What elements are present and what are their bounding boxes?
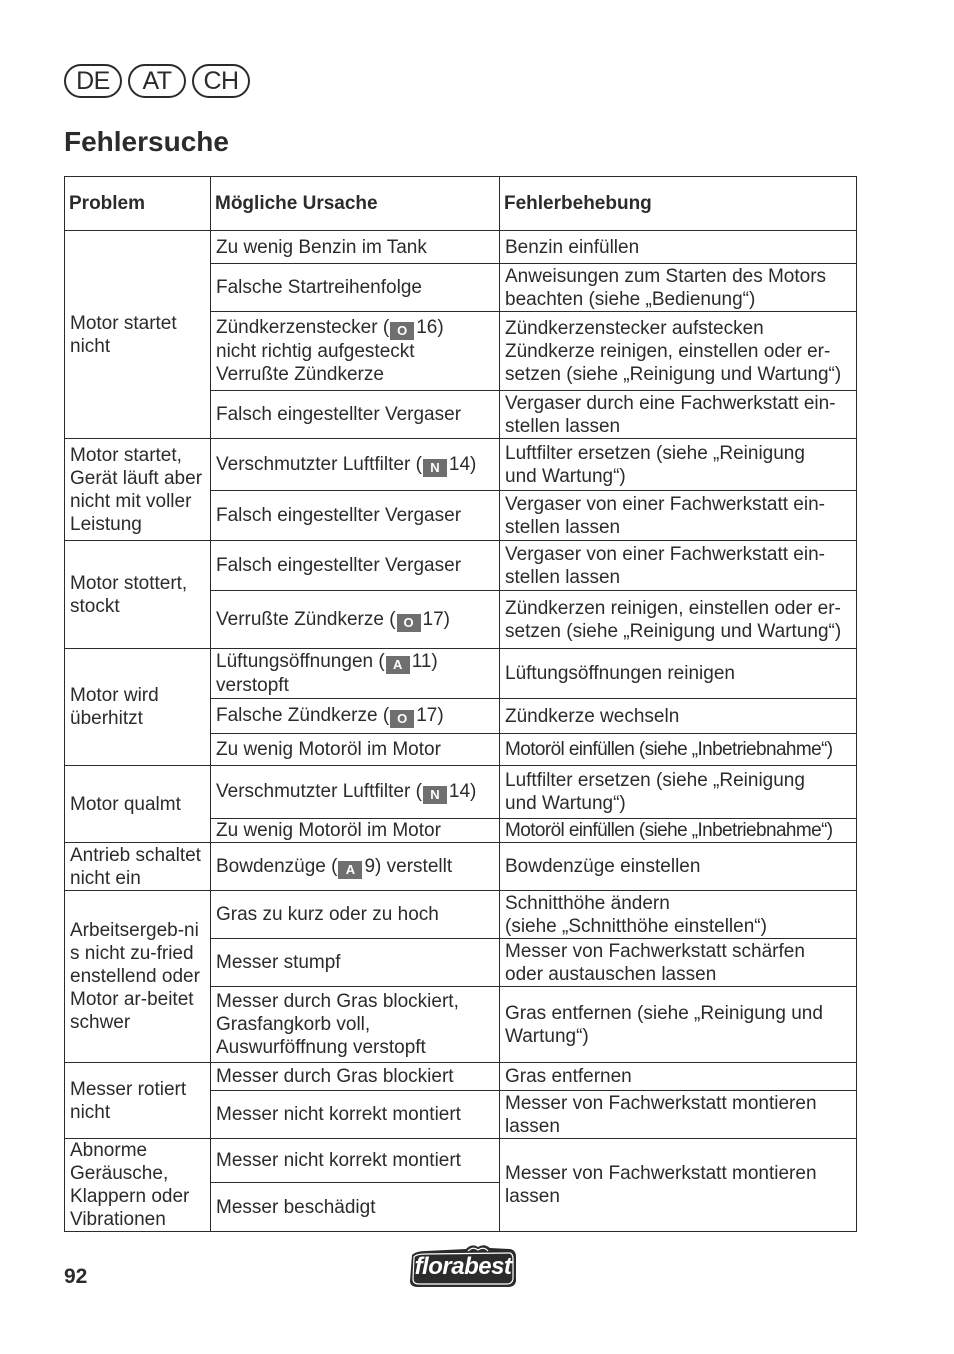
problem-text: Motor wird überhitzt: [70, 685, 159, 729]
table-header-row: [65, 177, 857, 231]
fix-line: Zündkerzen reinigen, einstellen oder er-: [505, 597, 841, 619]
fix-cell: [500, 312, 857, 391]
cause-line: Auswurföffnung verstopft: [216, 1037, 426, 1058]
figure-ref-badge: O: [397, 614, 421, 632]
cause-text: Messer stumpf: [216, 952, 341, 973]
cause-cell: [211, 231, 500, 264]
logo-text: florabest: [414, 1253, 512, 1280]
problem-text: Motor startet nicht: [70, 312, 177, 357]
table-row: [65, 231, 857, 264]
fix-line: setzen (siehe „Reinigung und Wartung“): [505, 363, 842, 385]
fix-line: Messer von Fachwerkstatt schärfen: [505, 940, 805, 962]
cause-text: Messer nicht korrekt montiert: [216, 1104, 461, 1125]
fix-line: und Wartung“): [505, 465, 626, 487]
page-number: 92: [64, 1265, 88, 1288]
table-row: [65, 439, 857, 491]
cause-text: Zu wenig Motoröl im Motor: [216, 820, 441, 841]
problem-cell: [65, 1139, 211, 1232]
fix-line: Anweisungen zum Starten des Motors: [505, 265, 827, 287]
table-row: [65, 766, 857, 819]
fix-cell: [500, 591, 857, 649]
fix-line: (siehe „Schnitthöhe einstellen“): [505, 915, 767, 937]
cause-cell: [211, 734, 500, 766]
cause-cell: [211, 939, 500, 987]
column-header-fix: Fehlerbehebung: [500, 177, 857, 231]
cause-cell: [211, 391, 500, 439]
cause-cell: [211, 987, 500, 1063]
cause-cell: [211, 891, 500, 939]
table-row: [65, 649, 857, 699]
fix-cell: [500, 491, 857, 541]
fix-line: beachten (siehe „Bedienung“): [505, 288, 756, 310]
fix-line: lassen: [505, 1186, 560, 1207]
cause-line: Verrußte Zündkerze: [216, 364, 384, 385]
fix-cell: [500, 541, 857, 591]
cause-line: Grasfangkorb voll,: [216, 1014, 371, 1035]
problem-cell: [65, 766, 211, 843]
cause-text: Falsche Startreihenfolge: [216, 277, 422, 298]
fix-cell: [500, 1063, 857, 1091]
table-row: [65, 1139, 857, 1183]
cause-text: Falsch eingestellter Vergaser: [216, 555, 462, 576]
fix-text: Bowdenzüge einstellen: [505, 856, 701, 877]
fix-cell: [500, 1091, 857, 1139]
fix-cell: [500, 1139, 857, 1232]
problem-cell: [65, 843, 211, 891]
fix-text: Motoröl einfüllen (siehe „Inbetriebnahme“): [505, 739, 833, 760]
fix-line: Luftfilter ersetzen (siehe „Reinigung: [505, 442, 805, 464]
cause-cell: [211, 312, 500, 391]
cause-text: Falsch eingestellter Vergaser: [216, 505, 462, 526]
cause-text: 14): [448, 781, 477, 802]
cause-cell: [211, 1091, 500, 1139]
fix-line: stellen lassen: [505, 415, 621, 437]
fix-line: Vergaser durch eine Fachwerkstatt ein-: [505, 392, 836, 414]
problem-text: Motor stottert, stockt: [70, 572, 188, 617]
cause-text: 17): [416, 705, 444, 726]
cause-text: Bowdenzüge (: [216, 855, 338, 877]
fix-cell: [500, 819, 857, 843]
fix-cell: [500, 231, 857, 264]
cause-text: Zu wenig Motoröl im Motor: [216, 739, 441, 760]
column-header-problem: Problem: [65, 177, 211, 231]
cause-line: nicht richtig aufgesteckt: [216, 341, 415, 362]
fix-cell: [500, 987, 857, 1063]
fix-cell: [500, 264, 857, 312]
fix-line: stellen lassen: [505, 566, 621, 588]
problem-text: Motor qualmt: [70, 793, 181, 815]
cause-cell: [211, 1183, 500, 1232]
fix-cell: [500, 766, 857, 819]
fix-line: Wartung“): [505, 1025, 589, 1047]
fix-text: Zündkerze wechseln: [505, 705, 680, 727]
problem-cell: [65, 649, 211, 766]
cause-cell: [211, 541, 500, 591]
figure-ref-badge: N: [423, 786, 447, 804]
cause-text: 9) verstellt: [364, 855, 453, 877]
cause-line: verstopft: [216, 675, 289, 696]
fix-cell: [500, 391, 857, 439]
problem-text: Messer rotiert nicht: [70, 1078, 187, 1123]
cause-text: Zündkerzenstecker (: [216, 317, 390, 338]
cause-line: Messer durch Gras blockiert,: [216, 991, 459, 1012]
cause-text: Verschmutzter Luftfilter (: [216, 453, 422, 475]
figure-ref-badge: A: [386, 656, 410, 674]
lang-badge-ch: CH: [192, 64, 250, 98]
figure-ref-badge: O: [390, 710, 414, 728]
fix-line: lassen: [505, 1115, 560, 1137]
figure-ref-badge: O: [390, 322, 414, 340]
problem-cell: [65, 439, 211, 541]
fix-cell: [500, 699, 857, 734]
cause-text: Lüftungsöffnungen (: [216, 651, 385, 672]
lang-badge-de: DE: [64, 64, 122, 98]
cause-text: Messer durch Gras blockiert: [216, 1066, 454, 1087]
fix-line: Luftfilter ersetzen (siehe „Reinigung: [505, 770, 805, 791]
fix-cell: [500, 439, 857, 491]
figure-ref-badge: A: [338, 861, 362, 879]
problem-cell: [65, 541, 211, 649]
problem-text: Arbeitsergeb-nis nicht zu-friedenstellend oder Motor ar-beitet schwer: [70, 920, 200, 1033]
fix-line: Messer von Fachwerkstatt montieren: [505, 1163, 817, 1184]
fix-text: Motoröl einfüllen (siehe „Inbetriebnahme“): [505, 820, 833, 841]
cause-cell: [211, 843, 500, 891]
cause-text: Verrußte Zündkerze (: [216, 608, 396, 630]
cause-cell: [211, 591, 500, 649]
cause-text: Falsche Zündkerze (: [216, 705, 390, 726]
cause-text: 16): [416, 317, 444, 338]
problem-cell: [65, 231, 211, 439]
cause-text: Zu wenig Benzin im Tank: [216, 236, 427, 258]
cause-cell: [211, 819, 500, 843]
cause-text: Falsch eingestellter Vergaser: [216, 404, 462, 425]
fix-cell: [500, 734, 857, 766]
cause-text: 14): [448, 453, 477, 475]
problem-text: Motor startet, Gerät läuft aber nicht mit voller Leistung: [70, 444, 203, 535]
troubleshooting-table: [64, 176, 857, 1232]
cause-text: Verschmutzter Luftfilter (: [216, 781, 422, 802]
cause-text: Gras zu kurz oder zu hoch: [216, 904, 439, 925]
fix-line: oder austauschen lassen: [505, 963, 717, 985]
fix-cell: [500, 843, 857, 891]
fix-line: Gras entfernen (siehe „Reinigung und: [505, 1002, 823, 1024]
fix-cell: [500, 939, 857, 987]
lang-badge-at: AT: [128, 64, 186, 98]
cause-text: Messer nicht korrekt montiert: [216, 1150, 461, 1172]
fix-cell: [500, 649, 857, 699]
table-row: [65, 1063, 857, 1091]
fix-line: setzen (siehe „Reinigung und Wartung“): [505, 620, 842, 642]
fix-line: Messer von Fachwerkstatt montieren: [505, 1092, 817, 1114]
problem-text: Abnorme Geräusche, Klappern oder Vibrationen: [70, 1140, 190, 1230]
column-header-cause: Mögliche Ursache: [211, 177, 500, 231]
fix-line: stellen lassen: [505, 516, 621, 538]
fix-line: Vergaser von einer Fachwerkstatt ein-: [505, 493, 825, 515]
cause-cell: [211, 264, 500, 312]
cause-cell: [211, 649, 500, 699]
cause-text: 11): [411, 651, 438, 672]
fix-text: Gras entfernen: [505, 1066, 632, 1087]
table-row: [65, 843, 857, 891]
cause-cell: [211, 699, 500, 734]
cause-cell: [211, 491, 500, 541]
language-badges: [64, 64, 250, 98]
cause-cell: [211, 766, 500, 819]
cause-cell: [211, 1063, 500, 1091]
page-title: Fehlersuche: [64, 126, 229, 157]
fix-cell: [500, 891, 857, 939]
fix-line: Zündkerze reinigen, einstellen oder er-: [505, 340, 831, 362]
table-row: [65, 891, 857, 939]
problem-cell: [65, 1063, 211, 1139]
table-row: [65, 541, 857, 591]
problem-cell: [65, 891, 211, 1063]
fix-line: Zündkerzenstecker aufstecken: [505, 317, 764, 339]
fix-line: und Wartung“): [505, 793, 626, 814]
fix-line: Vergaser von einer Fachwerkstatt ein-: [505, 543, 825, 565]
cause-cell: [211, 439, 500, 491]
cause-text: Messer beschädigt: [216, 1196, 376, 1218]
fix-line: Schnitthöhe ändern: [505, 892, 670, 914]
brand-logo: [406, 1243, 520, 1291]
fix-text: Lüftungsöffnungen reinigen: [505, 663, 735, 684]
cause-text: 17): [422, 608, 450, 630]
cause-cell: [211, 1139, 500, 1183]
fix-text: Benzin einfüllen: [505, 236, 640, 258]
figure-ref-badge: N: [423, 459, 447, 477]
problem-text: Antrieb schaltet nicht ein: [70, 844, 201, 889]
